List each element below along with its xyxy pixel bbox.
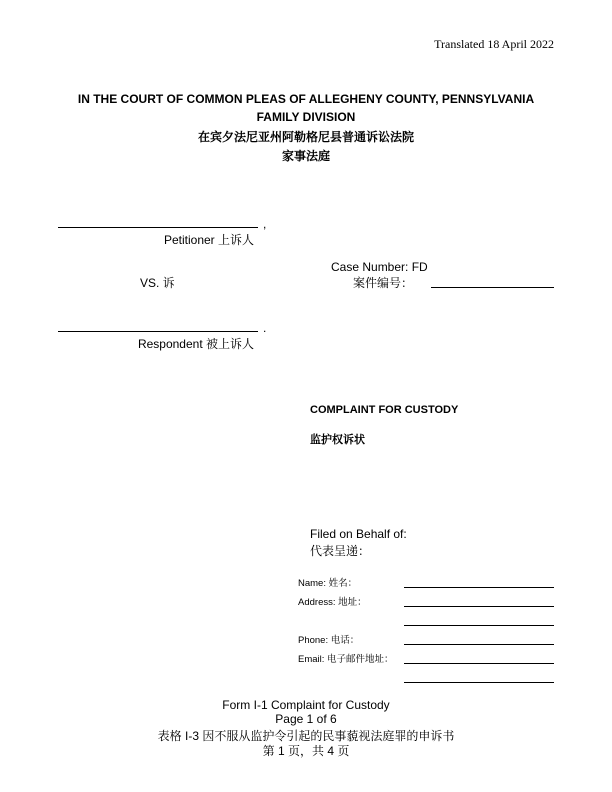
petitioner-name-line[interactable] (58, 227, 258, 228)
respondent-period: . (263, 321, 267, 335)
filed-on-behalf-label: Filed on Behalf of: (310, 527, 407, 541)
address-field-line-2[interactable] (404, 625, 554, 626)
phone-field-label: Phone: 电话： (298, 635, 360, 646)
case-number-label-chinese: 案件编号： (353, 276, 414, 290)
email-field-label: Email: 电子邮件地址： (298, 654, 394, 665)
footer-form-title-chinese: 表格 I-3 因不服从监护令引起的民事藐视法庭罪的申诉书 (157, 729, 455, 743)
respondent-name-line[interactable] (58, 331, 258, 332)
footer-page-number-chinese: 第 1 页，共 4 页 (262, 744, 350, 758)
document-title: COMPLAINT FOR CUSTODY (310, 404, 459, 416)
footer-page-number: Page 1 of 6 (275, 712, 337, 726)
court-title-chinese: 在宾夕法尼亚州阿勒格尼县普通诉讼法院 (197, 130, 414, 144)
filed-on-behalf-label-chinese: 代表呈递： (310, 544, 371, 558)
court-title: IN THE COURT OF COMMON PLEAS OF ALLEGHENY COUNTY, PENNSYLVANIA (77, 92, 535, 106)
case-number-line[interactable] (431, 287, 554, 288)
petitioner-comma: , (263, 217, 267, 231)
court-division-chinese: 家事法庭 (281, 149, 330, 163)
phone-field-line[interactable] (404, 644, 554, 645)
address-field-line-1[interactable] (404, 606, 554, 607)
petitioner-label: Petitioner 上诉人 (163, 233, 254, 247)
email-field-line-1[interactable] (404, 663, 554, 664)
court-division: FAMILY DIVISION (256, 110, 356, 124)
name-field-line[interactable] (404, 587, 554, 588)
email-field-line-2[interactable] (404, 682, 554, 683)
respondent-label: Respondent 被上诉人 (137, 337, 254, 351)
footer-form-title: Form I-1 Complaint for Custody (222, 698, 390, 712)
case-number-label: Case Number: FD (331, 260, 428, 274)
address-field-label: Address: 地址： (298, 597, 367, 608)
name-field-label: Name: 姓名： (298, 578, 358, 589)
versus-label: VS. 诉 (140, 276, 175, 290)
document-title-chinese: 监护权诉状 (310, 434, 365, 446)
translation-date-note: Translated 18 April 2022 (434, 37, 554, 51)
